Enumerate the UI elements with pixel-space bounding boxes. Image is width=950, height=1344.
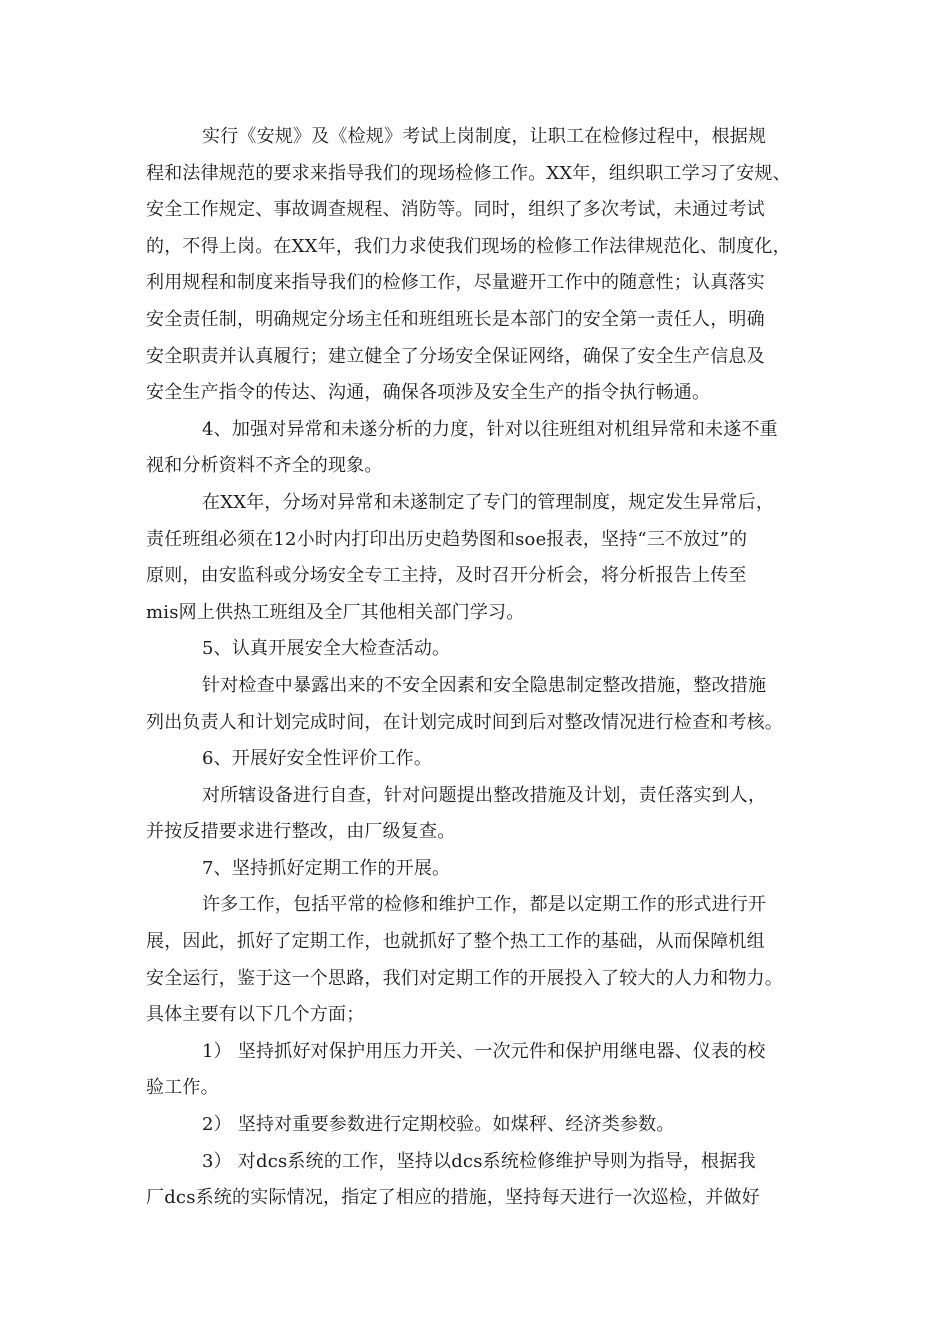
text-line: 利用规程和制度来指导我们的检修工作，尽量避开工作中的随意性；认真落实: [146, 272, 765, 294]
text-line: 责任班组必须在12小时内打印出历史趋势图和soe报表，坚持“三不放过”的: [146, 528, 748, 550]
text-line: mis网上供热工班组及全厂其他相关部门学习。: [146, 601, 525, 623]
text-line: 原则，由安监科或分场安全专工主持，及时召开分析会，将分析报告上传至: [146, 565, 747, 587]
text-line: 程和法律规范的要求来指导我们的现场检修工作。XX年，组织职工学习了安规、: [146, 162, 791, 184]
text-line: 4、加强对异常和未遂分析的力度，针对以往班组对机组异常和未遂不重: [202, 418, 778, 440]
text-line: 5、认真开展安全大检查活动。: [202, 638, 451, 660]
text-line: 7、坚持抓好定期工作的开展。: [202, 857, 451, 879]
text-line: 在XX年，分场对异常和未遂制定了专门的管理制度，规定发生异常后，: [202, 491, 775, 513]
text-line: 具体主要有以下几个方面；: [146, 1004, 365, 1026]
text-line: 安全责任制，明确规定分场主任和班组班长是本部门的安全第一责任人，明确: [146, 308, 765, 330]
text-line: 实行《安规》及《检规》考试上岗制度，让职工在检修过程中，根据规: [202, 126, 767, 147]
text-line: 6、开展好安全性评价工作。: [202, 748, 433, 770]
text-line: 许多工作，包括平常的检修和维护工作，都是以定期工作的形式进行开: [202, 894, 767, 916]
text-line: 视和分析资料不齐全的现象。: [146, 455, 383, 477]
text-line: 2） 坚持对重要参数进行定期校验。如煤秤、经济类参数。: [202, 1114, 675, 1136]
text-line: 列出负责人和计划完成时间，在计划完成时间到后对整改情况进行检查和考核。: [146, 711, 783, 733]
text-line: 3） 对dcs系统的工作，坚持以dcs系统检修维护导则为指导，根据我: [202, 1150, 756, 1172]
text-line: 的，不得上岗。在XX年，我们力求使我们现场的检修工作法律规范化、制度化，: [146, 235, 791, 257]
text-line: 1） 坚持抓好对保护用压力开关、一次元件和保护用继电器、仪表的校: [202, 1040, 766, 1062]
text-line: 验工作。: [146, 1077, 219, 1099]
document-body: [146, 119, 810, 1217]
text-line: 展，因此，抓好了定期工作，也就抓好了整个热工工作的基础，从而保障机组: [146, 931, 765, 953]
text-line: 针对检查中暴露出来的不安全因素和安全隐患制定整改措施，整改措施: [202, 674, 767, 696]
text-line: 对所辖设备进行自查，针对问题提出整改措施及计划，责任落实到人，: [202, 784, 767, 806]
text-line: 安全生产指令的传达、沟通，确保各项涉及安全生产的指令执行畅通。: [146, 382, 711, 404]
text-line: 安全工作规定、事故调查规程、消防等。同时，组织了多次考试，未通过考试: [146, 199, 765, 221]
text-line: 安全运行，鉴于这一个思路，我们对定期工作的开展投入了较大的人力和物力。: [146, 967, 783, 989]
text-line: 并按反措要求进行整改，由厂级复查。: [146, 821, 456, 843]
text-line: 安全职责并认真履行；建立健全了分场安全保证网络，确保了安全生产信息及: [146, 345, 765, 367]
text-line: 厂dcs系统的实际情况，指定了相应的措施，坚持每天进行一次巡检，并做好: [146, 1187, 760, 1209]
